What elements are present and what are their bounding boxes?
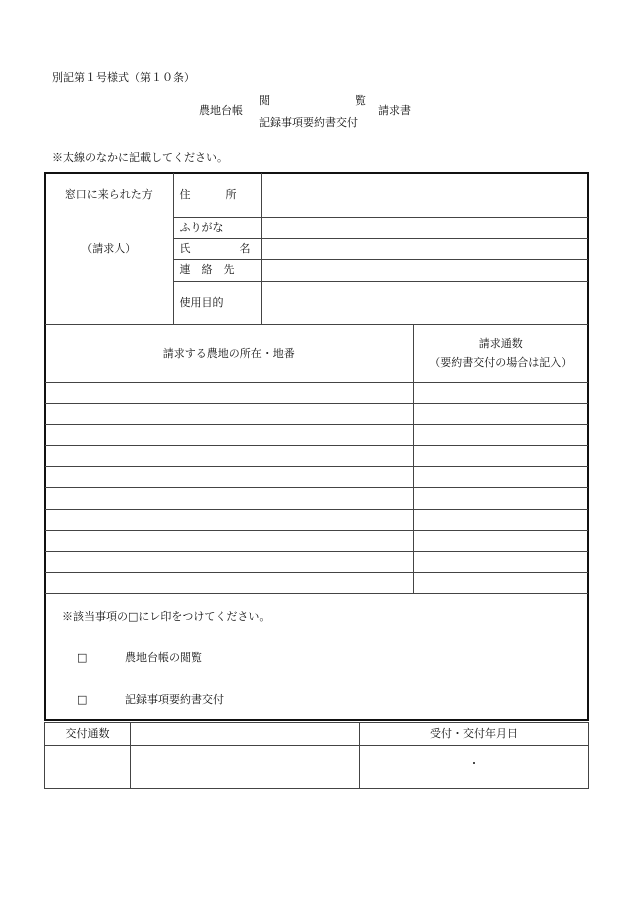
location-header: 請求する農地の所在・地番 — [45, 325, 413, 382]
checkbox-view[interactable]: □ — [77, 651, 88, 664]
furigana-field[interactable] — [261, 217, 588, 238]
copies-cell-10[interactable] — [413, 573, 588, 594]
location-cell-2[interactable] — [45, 403, 413, 424]
location-cell-6[interactable] — [45, 488, 413, 509]
copies-header-line2: （要約書交付の場合は記入） — [429, 356, 573, 370]
address-label-a: 住 — [179, 188, 191, 202]
location-cell-4[interactable] — [45, 446, 413, 467]
copies-cell-3[interactable] — [413, 424, 588, 445]
address-field[interactable] — [261, 173, 588, 217]
office-use-table — [44, 722, 589, 789]
requester-label: （請求人） — [81, 241, 137, 255]
purpose-field[interactable] — [261, 281, 588, 324]
copies-cell-5[interactable] — [413, 467, 588, 488]
name-label-cell — [173, 238, 261, 259]
copies-cell-9[interactable] — [413, 552, 588, 573]
option-summary-label: 記録事項要約書交付 — [125, 693, 224, 706]
name-field[interactable] — [261, 238, 588, 259]
copies-cell-7[interactable] — [413, 509, 588, 530]
copies-cell-8[interactable] — [413, 530, 588, 551]
title-prefix: 農地台帳 — [199, 104, 243, 117]
location-cell-9[interactable] — [45, 552, 413, 573]
location-cell-1[interactable] — [45, 382, 413, 403]
issue-date-label: 受付・交付年月日 — [360, 723, 589, 746]
checkbox-summary[interactable]: □ — [77, 693, 88, 706]
copies-cell-2[interactable] — [413, 403, 588, 424]
request-form — [44, 172, 589, 721]
title-option-summary: 記録事項要約書交付 — [259, 116, 358, 129]
copies-issued-field[interactable] — [45, 746, 131, 789]
address-label-b: 所 — [225, 188, 237, 202]
location-cell-5[interactable] — [45, 467, 413, 488]
land-table — [45, 325, 588, 594]
copies-header — [413, 325, 588, 382]
copies-cell-1[interactable] — [413, 382, 588, 403]
contact-label: 連 絡 先 — [173, 259, 261, 281]
office-blank-header — [131, 723, 360, 746]
copies-issued-label: 交付通数 — [45, 723, 131, 746]
option-view-label: 農地台帳の閲覧 — [125, 651, 202, 664]
location-cell-7[interactable] — [45, 509, 413, 530]
copies-cell-6[interactable] — [413, 488, 588, 509]
issue-date-separator: ・ — [468, 757, 480, 771]
title-suffix: 請求書 — [378, 104, 411, 117]
office-blank-field[interactable] — [131, 746, 360, 789]
contact-field[interactable] — [261, 259, 588, 281]
form-number: 別記第１号様式（第１０条） — [52, 71, 195, 84]
applicant-label-cell — [45, 173, 173, 217]
name-label-a: 氏 — [179, 241, 191, 255]
checkbox-instruction: ※該当事項の□にレ印をつけてください。 — [62, 610, 271, 623]
furigana-label: ふりがな — [173, 217, 261, 238]
instruction-thick-border: ※太線のなかに記載してください。 — [52, 151, 228, 164]
location-cell-3[interactable] — [45, 424, 413, 445]
address-label-cell — [173, 173, 261, 217]
title-option-view-char2: 覧 — [355, 94, 366, 107]
applicant-table — [45, 173, 588, 325]
title-option-view-char1: 閲 — [259, 94, 270, 107]
copies-header-line1: 請求通数 — [478, 337, 523, 351]
issue-date-field[interactable] — [360, 746, 589, 789]
purpose-label: 使用目的 — [173, 281, 261, 324]
copies-cell-4[interactable] — [413, 446, 588, 467]
name-label-b: 名 — [239, 241, 251, 255]
visitor-label: 窓口に来られた方 — [64, 188, 153, 202]
location-cell-8[interactable] — [45, 530, 413, 551]
location-cell-10[interactable] — [45, 573, 413, 594]
